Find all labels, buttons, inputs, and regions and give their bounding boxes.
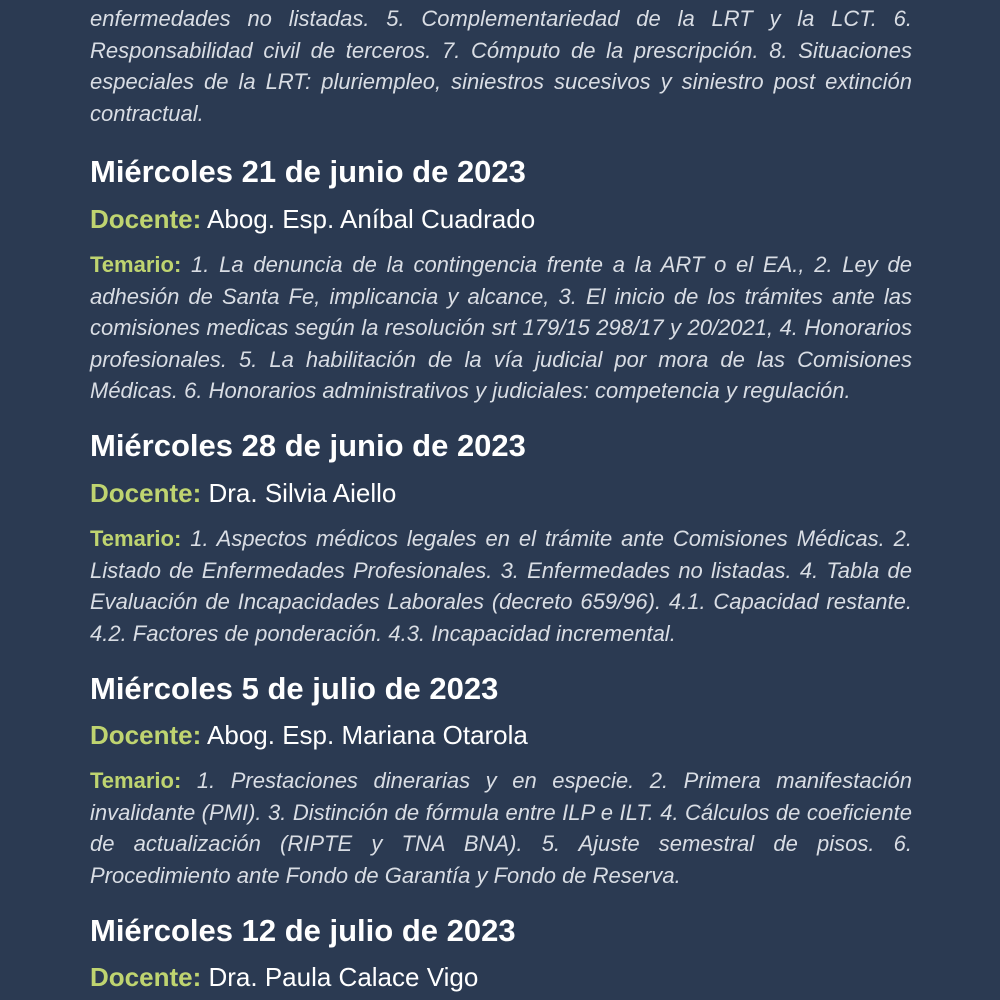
session-temario-5-julio [90, 765, 912, 891]
session-date-5-julio: Miércoles 5 de julio de 2023 [90, 671, 499, 706]
session-docente-5-julio [90, 720, 528, 750]
session-docente-12-julio [90, 962, 478, 992]
session-date-28-junio: Miércoles 28 de junio de 2023 [90, 428, 526, 463]
session-date-21-junio: Miércoles 21 de junio de 2023 [90, 154, 526, 189]
session-date-12-julio: Miércoles 12 de julio de 2023 [90, 913, 516, 948]
docente-name: Abog. Esp. Mariana Otarola [207, 720, 528, 750]
docente-name: Dra. Silvia Aiello [208, 478, 397, 508]
docente-name: Dra. Paula Calace Vigo [208, 962, 479, 992]
temario-text: 1. Prestaciones dinerarias y en especie. 2. Primera manifestación invalidante (PMI). 3. Distinción de fórmula entre ILP e ILT. 4. Cálculos de coeficiente de actualización (RIPTE y TNA BNA). 5. Ajuste semestral de pisos. 6. Procedimiento ante Fondo de Garantía y Fondo de Reserva. [90, 768, 912, 888]
docente-label: Docente: [90, 962, 202, 992]
temario-label: Temario: [90, 526, 182, 551]
temario-text: enfermedades no listadas. 5. Complementariedad de la LRT y la LCT. 6. Responsabilidad civil de terceros. 7. Cómputo de la prescripción. 8. Situaciones especiales de la LRT: pluriempleo, siniestros sucesivos y siniestro post extinción contractual. [90, 6, 912, 126]
session-temario-28-junio [90, 523, 912, 649]
session-0-temario [90, 3, 912, 129]
session-docente-21-junio [90, 204, 535, 234]
docente-name: Abog. Esp. Aníbal Cuadrado [207, 204, 536, 234]
temario-label: Temario: [90, 768, 182, 793]
docente-label: Docente: [90, 204, 202, 234]
temario-text: 1. La denuncia de la contingencia frente a la ART o el EA., 2. Ley de adhesión de Santa Fe, implicancia y alcance, 3. El inicio de los trámites ante las comisiones medicas según la resolución srt 179/15 298/17 y 20/2021, 4. Honorarios profesionales. 5. La habilitación de la vía judicial por mora de las Comisiones Médicas. 6. Honorarios administrativos y judiciales: competencia y regulación. [90, 252, 912, 403]
docente-label: Docente: [90, 478, 202, 508]
docente-label: Docente: [90, 720, 202, 750]
session-temario-21-junio [90, 249, 912, 407]
temario-label: Temario: [90, 252, 182, 277]
temario-text: 1. Aspectos médicos legales en el trámite ante Comisiones Médicas. 2. Listado de Enfermedades Profesionales. 3. Enfermedades no listadas. 4. Tabla de Evaluación de Incapacidades Laborales (decreto 659/96). 4.1. Capacidad restante. 4.2. Factores de ponderación. 4.3. Incapacidad incremental. [90, 526, 912, 646]
session-docente-28-junio [90, 478, 396, 508]
